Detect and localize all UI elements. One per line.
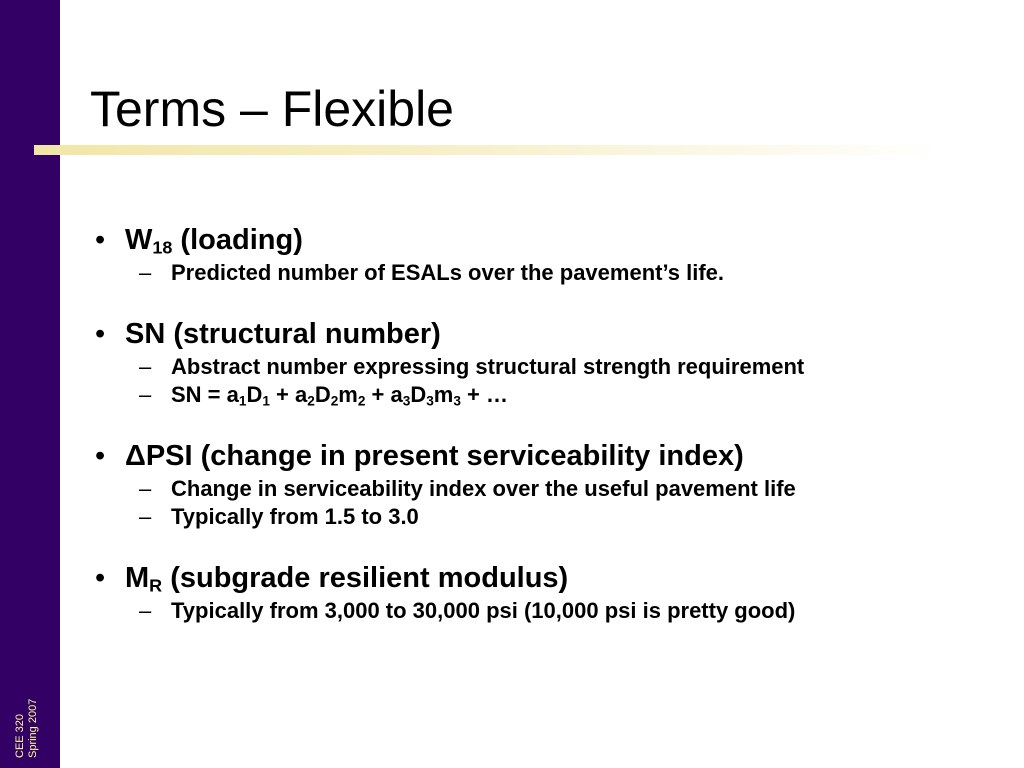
sub-bullet-sn-desc: – Abstract number expressing structural strength requirement <box>139 354 805 379</box>
course-code: CEE 320 <box>14 713 26 758</box>
side-bar <box>0 0 60 768</box>
sub-bullet-psi-desc: – Change in serviceability index over the useful pavement life <box>139 476 796 501</box>
bullet-group-structural-number <box>95 316 1015 408</box>
bullet-structural-number: • SN (structural number) <box>95 318 441 350</box>
sub-bullet-sn-formula: – SN = $a_1D_1 + a_2D_2m_2 + a_3D_3m_3$ + … <box>139 382 508 409</box>
sub-bullet-mark: – <box>139 382 152 407</box>
sub-bullet-mark: – <box>139 354 152 379</box>
bullet-group-resilient-modulus <box>95 560 1015 624</box>
bullet-mark: • <box>95 440 106 472</box>
sub-bullet-psi-range: – Typically from 1.5 to 3.0 <box>139 504 419 529</box>
sub-bullet-mark: – <box>139 598 152 623</box>
bullet-group-loading <box>95 222 1015 286</box>
slide-title: Terms – Flexible <box>90 81 454 137</box>
bullet-list <box>95 222 1015 654</box>
bullet-delta-psi: • ΔPSI (change in present serviceability index) <box>95 440 744 472</box>
course-caption <box>14 699 40 758</box>
sub-bullet-mark: – <box>139 504 152 529</box>
sub-bullet-mark: – <box>139 260 152 285</box>
bullet-loading: • $W_{18}$ (loading) <box>95 224 303 258</box>
sub-bullet-mark: – <box>139 476 152 501</box>
bullet-mark: • <box>95 318 106 350</box>
bullet-resilient-modulus: • $M_R$ (subgrade resilient modulus) <box>95 562 569 596</box>
bullet-mark: • <box>95 562 106 594</box>
sub-bullet-mr-range: – Typically from 3,000 to 30,000 psi (10,000 psi is pretty good) <box>139 598 796 623</box>
bullet-group-delta-psi <box>95 438 1015 530</box>
sub-bullet-loading-desc: – Predicted number of ESALs over the pavement’s life. <box>139 260 724 285</box>
bullet-mark: • <box>95 224 106 256</box>
course-term: Spring 2007 <box>27 698 39 758</box>
title-underline <box>34 145 944 155</box>
